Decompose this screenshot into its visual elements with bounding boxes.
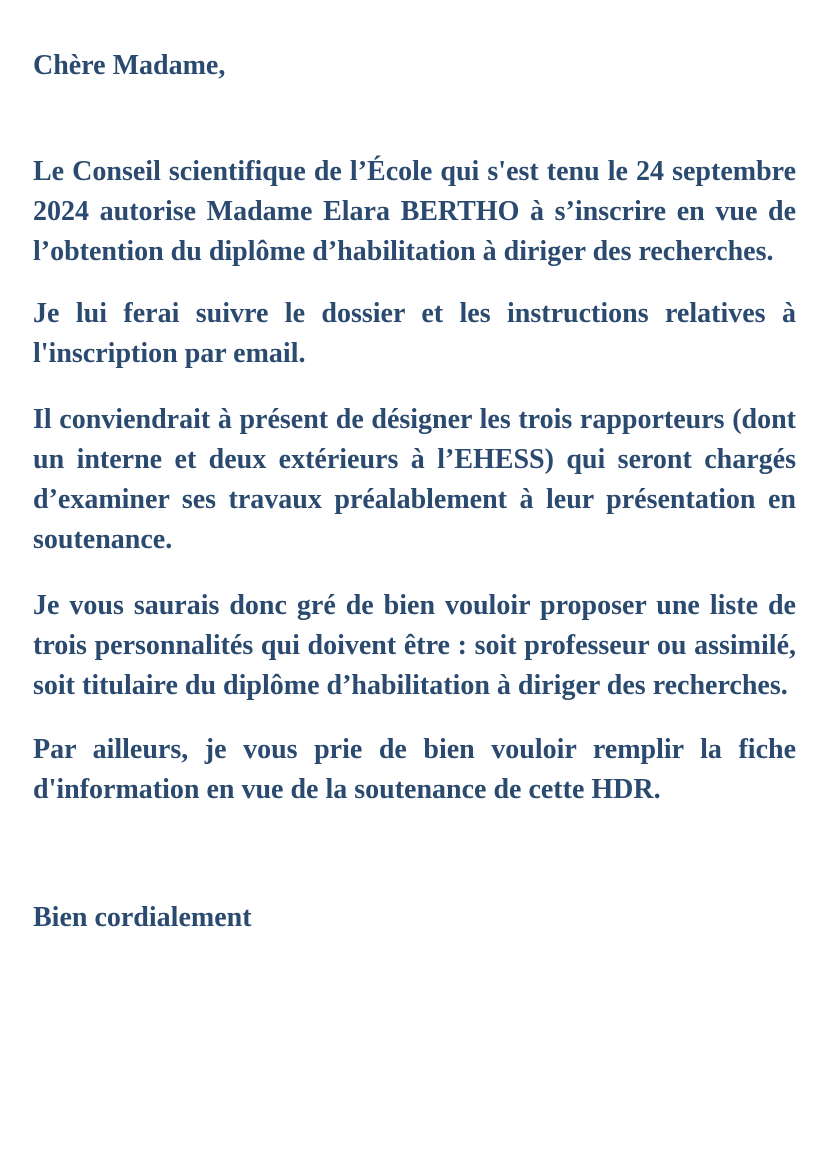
paragraph-council-decision: Le Conseil scientifique de l’École qui s'est tenu le 24 septembre 2024 autorise Madame Elara BERTHO à s’inscrire en vue de l’obtention du diplôme d’habilitation à diriger des recherches. (33, 156, 796, 267)
salutation: Chère Madame, (33, 50, 226, 81)
closing: Bien cordialement (33, 902, 252, 933)
paragraph-rapporteurs: Il conviendrait à présent de désigner les trois rapporteurs (dont un interne et deux extérieurs à l’EHESS) qui seront chargés d’examiner ses travaux préalablement à leur présentation en soutenance. (33, 404, 796, 555)
paragraph-information-sheet: Par ailleurs, je vous prie de bien vouloir remplir la fiche d'information en vue de la soutenance de cette HDR. (33, 734, 796, 805)
letter-body (33, 46, 796, 938)
paragraph-personalities-list: Je vous saurais donc gré de bien vouloir proposer une liste de trois personnalités qui doivent être : soit professeur ou assimilé, soit titulaire du diplôme d’habilitation à diriger des recherches. (33, 590, 796, 701)
paragraph-registration-file: Je lui ferai suivre le dossier et les instructions relatives à l'inscription par email. (33, 298, 796, 369)
